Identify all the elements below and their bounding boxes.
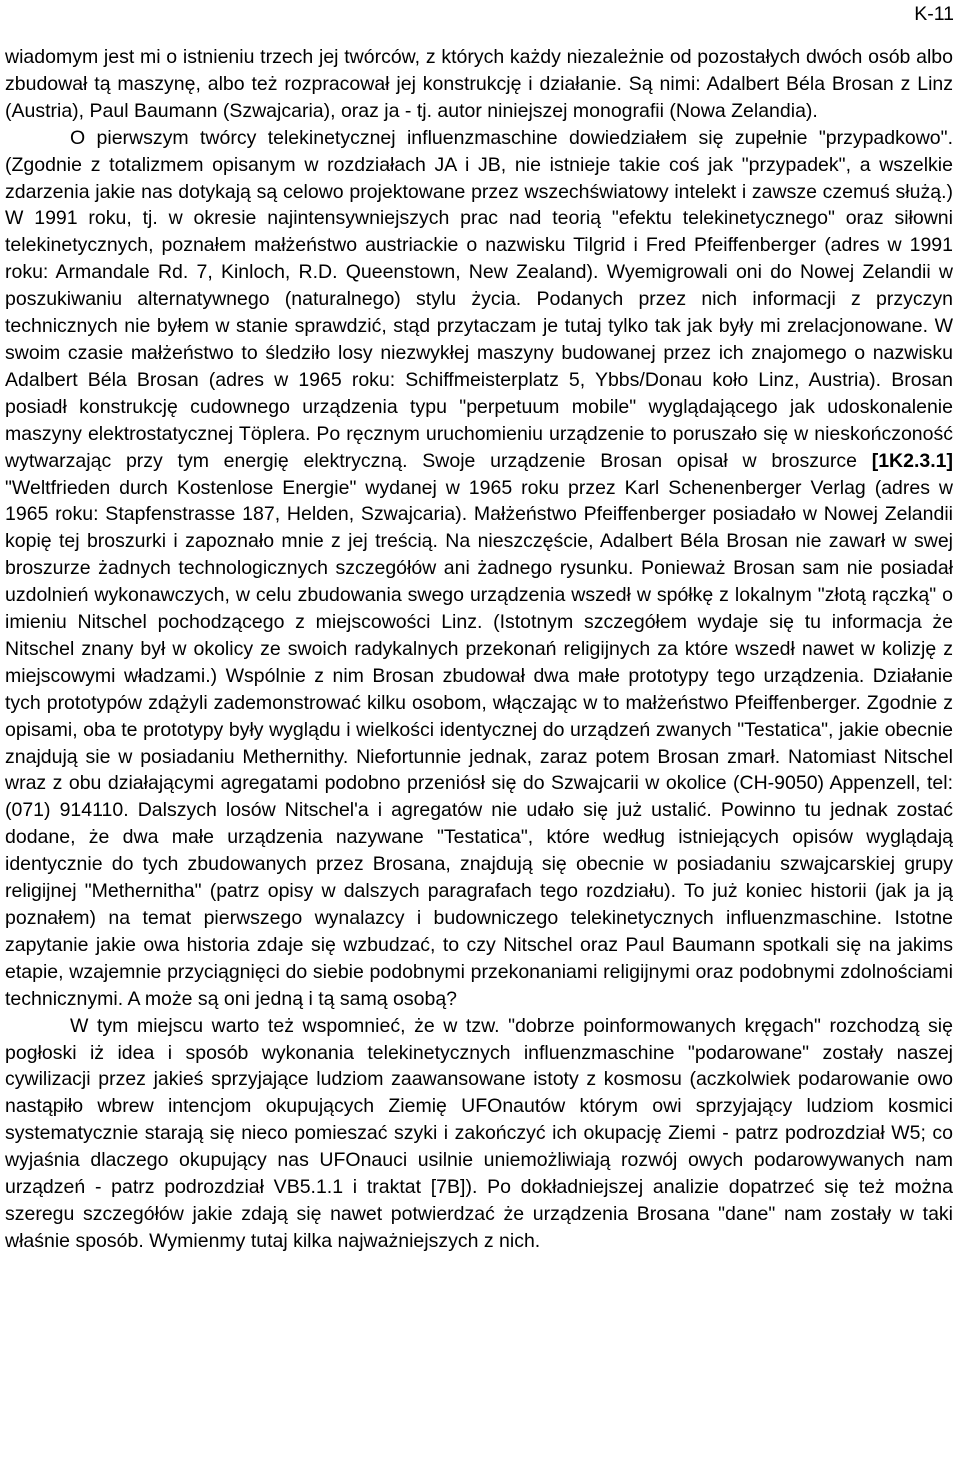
paragraph <box>5 44 953 125</box>
document-body <box>5 44 953 1255</box>
paragraph-text: "Weltfrieden durch Kostenlose Energie" wydanej w 1965 roku przez Karl Schenenberger Verlag (adres w 1965 roku: Stapfenstrasse 187, Helden, Szwajcaria). Małżeństwo Pfeiffenberger posiadało w Nowej Zelandii kopię tej broszurki i zapoznało mnie z jej treścią. Na nieszczęście, Adalbert Béla Brosan nie zawarł w swej broszurze żadnych technologicznych szczegółów ani żadnego rysunku. Ponieważ Brosan sam nie posiadał uzdolnień wykonawczych, w celu zbudowania swego urządzenia wszedł w spółkę z lokalnym "złotą rączką" o imieniu Nitschel pochodzącego z miejscowości Linz. (Istotnym szczegółem wydaje się tu informacja że Nitschel znany był w okolicy ze swoich radykalnych przekonań religijnych za które wszedł nawet w kolizję z miejscowymi władzami.) Wspólnie z nim Brosan zbudował dwa małe prototypy tego urządzenia. Działanie tych prototypów zdążyli zademonstrować kilku osobom, włączając w to małżeństwo Pfeiffenberger. Zgodnie z opisami, oba te prototypy były wyglądu i wielkości identycznej do urządzeń zwanych "Testatica", jakie obecnie znajdują sie w posiadaniu Methernithy. Niefortunnie jednak, zaraz potem Brosan zmarł. Natomiast Nitschel wraz z obu działającymi agregatami podobno przeniósł się do Szwajcarii w okolice (CH-9050) Appenzell, tel: (071) 914110. Dalszych losów Nitschel'a i agregatów nie udało się już ustalić. Powinno tu jednak zostać dodane, że dwa małe urządzenia nazywane "Testatica", które według istniejących opisów wyglądają identycznie do tych zbudowanych przez Brosana, znajdują się obecnie w posiadaniu szwajcarskiej grupy religijnej "Methernitha" (patrz opisy w dalszych paragrafach tego rozdziału). To już koniec historii (jak ja ją poznałem) na temat pierwszego wynalazcy i budowniczego telekinetycznych influenzmaschine. Istotne zapytanie jakie owa historia zdaje się wzbudzać, to czy Nitschel oraz Paul Baumann spotkali się na jakims etapie, wzajemnie przyciągnięci do siebie podobnymi przekonaniami religijnymi oraz podobnymi zdolnościami technicznymi. A może są oni jedną i tą samą osobą? <box>5 476 953 1010</box>
paragraph <box>5 1013 953 1255</box>
paragraph-text: W tym miejscu warto też wspomnieć, że w tzw. "dobrze poinformowanych kręgach" rozchodzą się pogłoski iż idea i sposób wykonania telekinetycznych influenzmaschine "podarowane" zostały naszej cywilizacji przez jakieś sprzyjające ludziom zaawansowane istoty z kosmosu (aczkolwiek podarowanie owo nastąpiło wbrew intencjom okupujących Ziemię UFOnautów którym owi sprzyjający ludziom kosmici systematycznie starają się nieco pomieszać szyki i zakończyć ich okupację Ziemi - patrz podrozdział W5; co wyjaśnia dlaczego okupujący nas UFOnauci usilnie uniemożliwiają rozwój owych podarowywanych nam urządzeń - patrz podrozdział VB5.1.1 i traktat [7B]). Po dokładniejszej analizie dopatrzeć się też można szeregu szczegółów jakie zdają się nawet potwierdzać że urządzenia Brosana "dane" nam zostały w taki właśnie sposób. Wymienmy tutaj kilka najważniejszych z nich. <box>5 1014 953 1252</box>
page-number: K-11 <box>914 3 954 25</box>
paragraph-text: wiadomym jest mi o istnieniu trzech jej twórców, z których każdy niezależnie od pozostałych dwóch osób albo zbudował tą maszynę, albo też rozpracował jej konstrukcję i działanie. Są nimi: Adalbert Béla Brosan z Linz (Austria), Paul Baumann (Szwajcaria), oraz ja - tj. autor niniejszej monografii (Nowa Zelandia). <box>5 46 953 122</box>
bibliography-reference: [1K2.3.1] <box>871 449 953 472</box>
paragraph-text: O pierwszym twórcy telekinetycznej influenzmaschine dowiedziałem się zupełnie "przypadkowo". (Zgodnie z totalizmem opisanym w rozdziałach JA i JB, nie istnieje takie coś jak "przypadek", a wszelkie zdarzenia jakie nas dotykają są celowo projektowane przez wszechświatowy intelekt i zawsze czemuś służą.) W 1991 roku, tj. w okresie najintensywniejszych prac nad teorią "efektu telekinetycznego" oraz siłowni telekinetycznych, poznałem małżeństwo austriackie o nazwisku Tilgrid i Fred Pfeiffenberger (adres w 1991 roku: Armandale Rd. 7, Kinloch, R.D. Queenstown, New Zealand). Wyemigrowali oni do Nowej Zelandii w poszukiwaniu alternatywnego (naturalnego) stylu życia. Podanych przez nich informacji z przyczyn technicznych nie byłem w stanie sprawdzić, stąd przytaczam je tutaj tylko tak jak były mi zrelacjonowane. W swoim czasie małżeństwo to śledziło losy niezwykłej maszyny budowanej przez ich znajomego o nazwisku Adalbert Béla Brosan (adres w 1965 roku: Schiffmeisterplatz 5, Ybbs/Donau koło Linz, Austria). Brosan posiadł konstrukcję cudownego urządzenia typu "perpetuum mobile" wyglądającego jak udoskonalenie maszyny elektrostatycznej Töplera. Po ręcznym uruchomieniu urządzenie to poruszało się w nieskończoność wytwarzając przy tym energię elektryczną. Swoje urządzenie Brosan opisał w broszurce <box>5 126 953 472</box>
paragraph <box>5 125 953 1013</box>
